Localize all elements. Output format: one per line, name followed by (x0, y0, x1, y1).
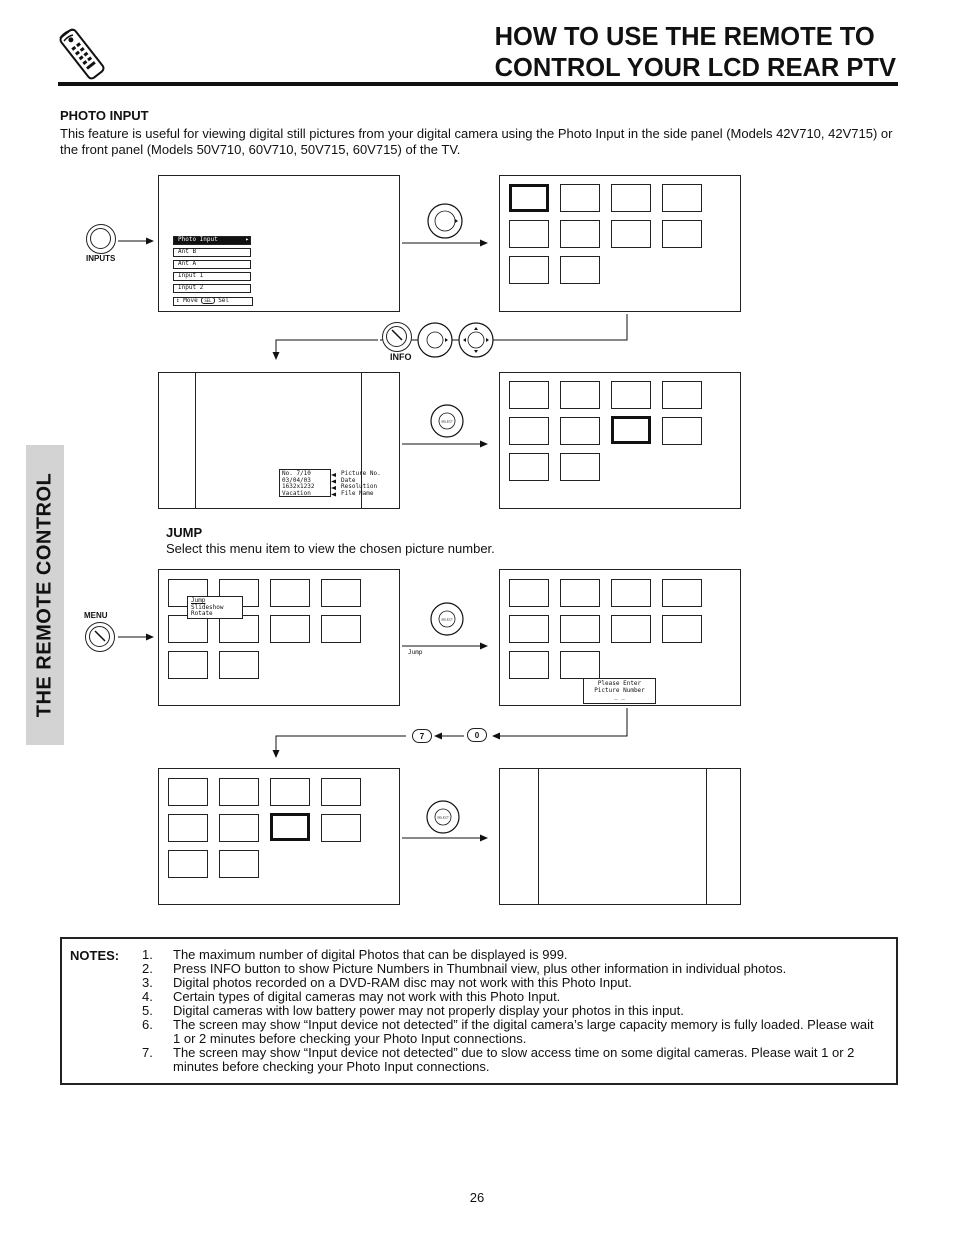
prompt-line-1: Please Enter (597, 680, 642, 687)
thumbnail[interactable] (509, 579, 549, 607)
arrow-right (402, 238, 488, 248)
info-value-picture-no: No. 7/10 (282, 470, 311, 477)
note-text: Digital cameras with low battery power may not properly display your photos in this input. (173, 1003, 684, 1018)
popup-item-rotate[interactable]: Rotate (191, 610, 213, 617)
thumbnail[interactable] (560, 615, 600, 643)
menu-item-label: Ant A (178, 260, 197, 267)
select-text: SELECT (437, 815, 449, 820)
inputs-button[interactable] (86, 224, 116, 254)
menu-item-photo-input[interactable] (173, 236, 251, 245)
menu-item-label: Ant B (178, 248, 197, 255)
arrow-right (118, 632, 154, 642)
notes-box (60, 937, 898, 1085)
thumbnail[interactable] (219, 778, 259, 806)
popup-item-jump[interactable]: Jump (191, 597, 206, 604)
select-text: SELECT (441, 419, 453, 424)
title-line-1: HOW TO USE THE REMOTE TO (494, 23, 875, 51)
title-rule (58, 82, 898, 86)
thumbnail-popup-menu (187, 596, 243, 619)
info-value-date: 03/04/03 (282, 476, 311, 484)
select-pad-icon (430, 602, 464, 636)
note-number: 1. (142, 947, 153, 962)
menu-item-ant-b[interactable] (173, 248, 251, 257)
inputs-label: INPUTS (86, 254, 116, 263)
menu-knob-line (92, 628, 108, 644)
thumbnail[interactable] (321, 579, 361, 607)
thumbnail[interactable] (219, 615, 259, 643)
thumbnail[interactable] (611, 579, 651, 607)
photo-input-body: This feature is useful for viewing digital still pictures from your digital camera using the Photo Input in the side panel (Models 42V710, 42V715) or the front panel (Models 50V710, 60V710, 50V715, 60V715) of the TV. (60, 126, 893, 157)
photo-edge-left (195, 373, 196, 508)
menu-item-label: Input 2 (178, 284, 204, 291)
jump-caption: Jump (408, 649, 423, 656)
jump-heading: JUMP (166, 525, 203, 540)
thumbnail[interactable] (560, 220, 600, 248)
thumbnail[interactable] (611, 381, 651, 409)
select-pad-icon (426, 800, 460, 834)
note-number: 4. (142, 989, 153, 1004)
thumbnail[interactable] (611, 184, 651, 212)
note-text: Digital photos recorded on a DVD-RAM disc may not work with this Photo Input. (173, 975, 632, 990)
section-side-tab (26, 445, 64, 745)
info-label-date: Date (341, 476, 356, 484)
tv-screen-thumbnail-menu (158, 569, 400, 706)
tv-screen-input-menu (158, 175, 400, 312)
info-pointer-arrows (331, 472, 343, 498)
thumbnail[interactable] (509, 417, 549, 445)
arrow-right (402, 439, 488, 449)
popup-item-slideshow[interactable]: Slideshow (191, 603, 224, 611)
tv-screen-single-photo (499, 768, 741, 905)
thumbnail[interactable] (662, 381, 702, 409)
info-label-file-name: File Name (341, 489, 374, 497)
info-value-resolution: 1632x1232 (282, 483, 315, 490)
thumbnail[interactable] (219, 814, 259, 842)
thumbnail[interactable] (509, 615, 549, 643)
note-text: The maximum number of digital Photos that can be displayed is 999. (173, 947, 568, 962)
thumbnail[interactable] (662, 220, 702, 248)
info-label-resolution: Resolution (341, 483, 378, 490)
sel-key-icon: SEL (201, 297, 214, 304)
thumbnail[interactable] (219, 850, 259, 878)
tv-screen-thumbnails (158, 768, 400, 905)
thumbnail[interactable] (611, 220, 651, 248)
thumbnail[interactable] (560, 651, 600, 679)
thumbnail[interactable] (270, 615, 310, 643)
info-knob-line (389, 327, 405, 343)
note-number: 5. (142, 1003, 153, 1018)
info-label-picture-no: Picture No. (341, 470, 381, 477)
thumbnail[interactable] (509, 256, 549, 284)
thumbnail[interactable] (662, 184, 702, 212)
thumbnail[interactable] (560, 184, 600, 212)
thumbnail[interactable] (270, 778, 310, 806)
prompt-line-3[interactable]: _ _ (614, 693, 625, 700)
info-overlay-box (279, 469, 331, 497)
footer-move: Move (183, 297, 198, 304)
select-pad-icon (417, 322, 453, 358)
thumbnail[interactable] (509, 381, 549, 409)
side-tab-label: THE REMOTE CONTROL (33, 472, 56, 718)
thumbnail[interactable] (560, 417, 600, 445)
tv-screen-jump-prompt (499, 569, 741, 706)
prompt-line-2: Picture Number (594, 686, 645, 694)
select-pad-icon (430, 404, 464, 438)
thumbnail[interactable] (168, 615, 208, 643)
digit-7-button[interactable]: 7 (412, 729, 432, 743)
thumbnail[interactable] (509, 220, 549, 248)
jump-prompt-box (583, 678, 656, 704)
page-title (495, 22, 896, 84)
menu-label: MENU (84, 611, 108, 620)
thumbnail[interactable] (611, 615, 651, 643)
jump-body: Select this menu item to view the chosen picture number. (166, 541, 495, 556)
thumbnail-selected[interactable] (270, 813, 310, 841)
thumbnail[interactable] (560, 579, 600, 607)
thumbnail[interactable] (168, 814, 208, 842)
note-text: The screen may show “Input device not detected” due to slow access time on some digital cameras. Please wait 1 or 2 minutes before checking your Photo Input connections. (173, 1045, 855, 1074)
menu-item-ant-a[interactable] (173, 260, 251, 269)
title-line-2: CONTROL YOUR LCD REAR PTV (494, 54, 896, 82)
thumbnail[interactable] (168, 651, 208, 679)
notes-label: NOTES: (70, 948, 120, 963)
menu-arrow-icon: ▸ (245, 236, 249, 243)
connector-arrow (270, 706, 632, 760)
menu-footer (173, 297, 253, 306)
thumbnail[interactable] (168, 850, 208, 878)
footer-sel: Sel (218, 297, 230, 304)
photo-edge-left (538, 769, 539, 904)
menu-item-input-2[interactable] (173, 284, 251, 293)
thumbnail[interactable] (560, 381, 600, 409)
note-number: 2. (142, 961, 153, 976)
select-text: SELECT (441, 617, 453, 622)
photo-edge-right (706, 769, 707, 904)
tv-screen-thumbnails (499, 372, 741, 509)
photo-input-heading: PHOTO INPUT (60, 108, 149, 123)
updown-arrow-icon: ↕ (176, 297, 180, 304)
info-labels (341, 471, 381, 497)
info-label: INFO (390, 352, 412, 362)
thumbnail[interactable] (662, 615, 702, 643)
thumbnail[interactable] (168, 778, 208, 806)
thumbnail-selected[interactable] (611, 416, 651, 444)
note-number: 7. (142, 1045, 153, 1060)
thumbnail[interactable] (219, 651, 259, 679)
select-pad-icon (427, 203, 463, 239)
inputs-button-inner (90, 228, 111, 249)
thumbnail[interactable] (560, 256, 600, 284)
thumbnail[interactable] (662, 579, 702, 607)
arrow-right (118, 236, 154, 246)
thumbnail[interactable] (321, 778, 361, 806)
thumbnail[interactable] (270, 579, 310, 607)
thumbnail[interactable] (662, 417, 702, 445)
note-text: The screen may show “Input device not detected” if the digital camera’s large capacity memory is fully loaded. Please wait 1 or 2 minutes before checking your Photo Input connections. (173, 1017, 874, 1046)
note-number: 3. (142, 975, 153, 990)
tv-screen-single-photo-info (158, 372, 400, 509)
note-number: 6. (142, 1017, 153, 1032)
thumbnail[interactable] (321, 814, 361, 842)
thumbnail[interactable] (560, 453, 600, 481)
select-pad-icon (458, 322, 494, 358)
page-number: 26 (469, 1190, 485, 1205)
thumbnail[interactable] (509, 651, 549, 679)
remote-control-icon (56, 26, 108, 82)
note-text: Press INFO button to show Picture Numbers in Thumbnail view, plus other information in individual photos. (173, 961, 787, 976)
note-text: Certain types of digital cameras may not work with this Photo Input. (173, 989, 561, 1004)
thumbnail-selected[interactable] (509, 184, 549, 212)
arrow-right (402, 833, 488, 843)
menu-item-input-1[interactable] (173, 272, 251, 281)
thumbnail[interactable] (321, 615, 361, 643)
tv-screen-thumbnails (499, 175, 741, 312)
digit-0-button[interactable]: 0 (467, 728, 487, 742)
info-value-file-name: Vacation (282, 489, 311, 497)
menu-item-label: Input 1 (178, 272, 204, 279)
thumbnail[interactable] (509, 453, 549, 481)
menu-item-label: Photo Input (178, 236, 218, 243)
input-menu (165, 234, 249, 309)
